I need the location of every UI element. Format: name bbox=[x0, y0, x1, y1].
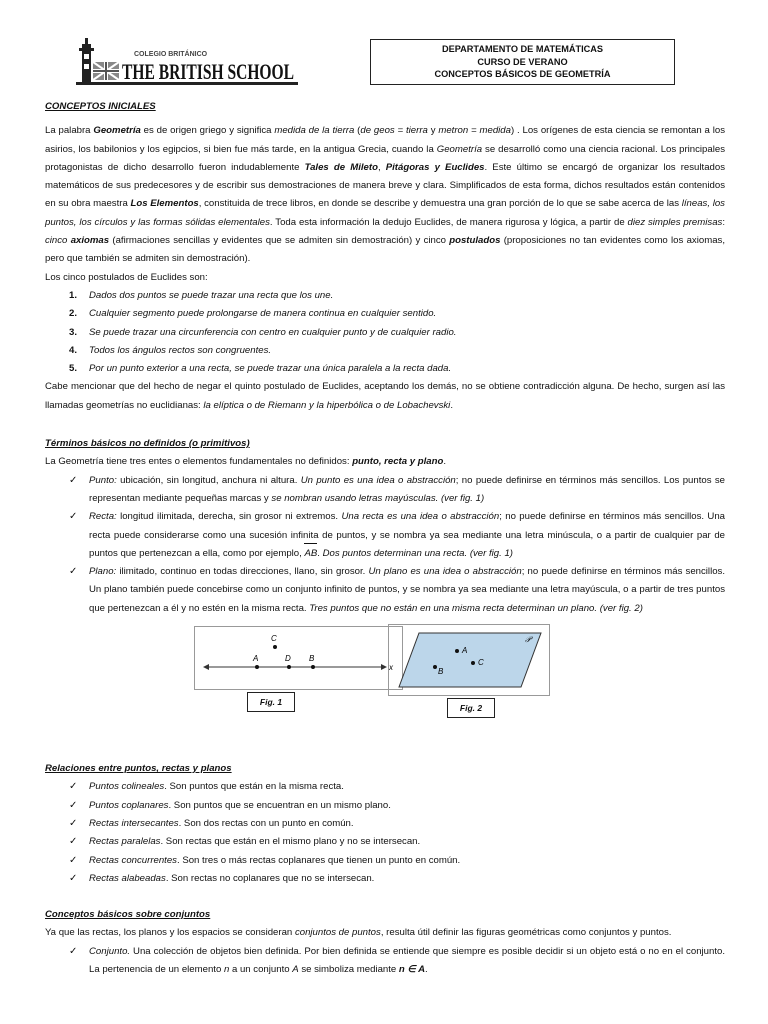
text-run: medida de la tierra bbox=[274, 125, 355, 137]
point-label-b: B bbox=[309, 654, 315, 664]
text-run: Tres puntos que no están en una misma recta determinan un plano. (ver fig. 2) bbox=[309, 602, 643, 614]
text-run: , constituida de trece libros, en donde se describe y demuestra una gran porción de lo que se sabe acerca de las bbox=[198, 198, 682, 210]
text-run: Un plano es una idea o abstracción bbox=[368, 566, 522, 578]
figure-1-line-diagram bbox=[194, 626, 403, 690]
school-logo bbox=[76, 38, 298, 86]
flag-icon bbox=[93, 62, 119, 80]
text-run: metron = medida bbox=[438, 125, 511, 137]
tower-icon bbox=[79, 38, 94, 82]
text-run: se desarrolló como una ciencia racional. Los principales protagonistas de dicho desarrollo fueron indudablemente bbox=[45, 143, 725, 173]
intro-paragraph bbox=[45, 122, 725, 268]
text-run: Recta: bbox=[89, 511, 117, 523]
postulado-item: 5. Por un punto exterior a una recta, se puede trazar una única paralela a la recta dada. bbox=[69, 363, 452, 375]
text-run: Los Elementos bbox=[130, 198, 199, 210]
text-run: Geometría bbox=[93, 125, 141, 137]
list-item: ✓ Puntos colineales. Son puntos que están en la misma recta. bbox=[45, 778, 725, 796]
check-icon: ✓ bbox=[69, 566, 78, 578]
point-label-a: A bbox=[253, 654, 259, 664]
text-run: (afirmaciones sencillas y evidentes que se admiten sin demostración) y cinco bbox=[109, 235, 450, 247]
postulado-item: 3. Se puede trazar una circunferencia con centro en cualquier punto y de cualquier radio. bbox=[69, 326, 457, 338]
text-run: longitud ilimitada, derecha, sin grosor ni extremos. bbox=[116, 511, 342, 523]
point-label-c: C bbox=[271, 634, 277, 644]
check-icon: ✓ bbox=[69, 945, 78, 957]
relaciones-list bbox=[45, 778, 725, 888]
text-run: Geometría bbox=[436, 143, 483, 155]
text-run: diez simples premisas bbox=[627, 216, 723, 228]
text-run: Plano: bbox=[89, 566, 117, 578]
text-run: ) . Los orígenes de esta ciencia se remontan a los asirios, los babilonios y los egipcios, si bien fue más tarde, en la antigua Grecia, cuando la bbox=[45, 125, 725, 155]
list-item bbox=[45, 508, 725, 563]
text-run: Dos puntos determinan una recta. (ver fig. 1) bbox=[322, 547, 513, 559]
postulados-intro: Los cinco postulados de Euclides son: bbox=[45, 271, 208, 283]
section-heading-relaciones: Relaciones entre puntos, rectas y planos bbox=[45, 763, 232, 775]
section-heading-conceptos-iniciales: CONCEPTOS INICIALES bbox=[45, 101, 156, 112]
text-run: n bbox=[223, 963, 230, 975]
text-run: se simboliza mediante bbox=[298, 963, 399, 975]
text-run: Conjunto. bbox=[89, 945, 131, 957]
point-label-b: B bbox=[438, 667, 444, 677]
department-line: DEPARTAMENTO DE MATEMÁTICAS bbox=[441, 44, 604, 55]
check-icon: ✓ bbox=[69, 817, 78, 829]
text-run: de geos = tierra bbox=[360, 125, 428, 137]
check-icon: ✓ bbox=[69, 474, 78, 486]
text-run: cinco bbox=[45, 235, 71, 247]
text-run: Una colección de objetos bien definida. Por bien definida se entiende que siempre es posible decidir si un objeto está o no en el conjunto. La pertenencia de un elemento bbox=[89, 945, 725, 975]
section-heading-conjuntos: Conceptos básicos sobre conjuntos bbox=[45, 909, 211, 921]
text-run: líneas, los puntos, los círculos y las formas sólidas elementales bbox=[45, 198, 725, 228]
text-run: a un conjunto bbox=[229, 963, 293, 975]
check-icon: ✓ bbox=[69, 781, 78, 793]
text-run: . bbox=[317, 547, 323, 559]
vector-notation: AB bbox=[304, 545, 317, 563]
text-run: n ∈ A bbox=[398, 963, 426, 975]
text-run: Una recta es una idea o abstracción bbox=[341, 511, 500, 523]
postulados-list bbox=[45, 287, 725, 378]
text-run: Ya que las rectas, los planos y los espacios se consideran bbox=[45, 927, 295, 939]
point-label-d: D bbox=[285, 654, 291, 664]
text-run: , resulta útil definir las figuras geométricas como conjuntos y puntos. bbox=[380, 927, 672, 939]
text-run: y bbox=[427, 125, 439, 137]
text-run: Tales de Mileto bbox=[304, 161, 378, 173]
list-item bbox=[45, 563, 725, 618]
document-body bbox=[45, 98, 725, 979]
course-line: CURSO DE VERANO bbox=[477, 56, 568, 67]
list-item: ✓ Puntos coplanares. Son puntos que se encuentran en un mismo plano. bbox=[45, 797, 725, 815]
list-item: ✓ Rectas alabeadas. Son rectas no coplanares que no se intersecan. bbox=[45, 870, 725, 888]
text-run: punto, recta y plano bbox=[352, 456, 444, 468]
text-run: postulados bbox=[449, 235, 501, 247]
text-run: La palabra bbox=[45, 125, 94, 137]
check-icon: ✓ bbox=[69, 799, 78, 811]
text-run: : bbox=[722, 216, 725, 228]
check-icon: ✓ bbox=[69, 872, 78, 884]
text-run: . bbox=[425, 963, 428, 975]
text-run: . Este último se encargó de organizar los resultados matemáticos de sus predecesores y de escribir sus demostraciones de manera breve y clara. Simplificados de esta forma, dichos resultados están contenidos en su obra maestra bbox=[45, 161, 725, 210]
text-run: axiomas bbox=[70, 235, 110, 247]
list-item bbox=[45, 943, 725, 980]
department-header-box bbox=[370, 39, 675, 85]
logo-main-text: THE BRITISH SCHOOL bbox=[122, 59, 294, 84]
text-run: ; no puede definirse en términos más sencillos. Un plano también puede concebirse como un conjunto infinito de puntos, y se nombra ya sea mediante una letra mayúscula, o a partir de tres puntos que pertenezcan a él y no estén en la misma recta. bbox=[89, 566, 725, 614]
terminos-list bbox=[45, 472, 725, 618]
postulado-item: 2. Cualquier segmento puede prolongarse de manera continua en cualquier sentido. bbox=[69, 308, 437, 320]
text-run: . Toda esta información la dedujo Euclides, de manera rigurosa y lógica, a partir de bbox=[269, 216, 628, 228]
text-run: . bbox=[443, 456, 447, 468]
text-run: ; no puede definirse en términos más sencillos. Una recta puede considerarse como una sucesión infinita de puntos, y se nombra ya sea mediante una letra minúscula, o a partir de cualquier par de puntos que pertenezcan a ella, como por ejemplo, bbox=[89, 511, 726, 559]
text-run: Punto: bbox=[89, 474, 117, 486]
check-icon: ✓ bbox=[69, 836, 78, 848]
check-icon: ✓ bbox=[69, 511, 78, 523]
postulado-item: 4. Todos los ángulos rectos son congruentes. bbox=[69, 344, 272, 356]
point-label-c: C bbox=[478, 658, 484, 668]
section-heading-terminos-basicos: Términos básicos no definidos (o primitivos) bbox=[45, 438, 250, 450]
text-run: Un punto es una idea o abstracción bbox=[300, 474, 456, 486]
check-icon: ✓ bbox=[69, 854, 78, 866]
text-run: . bbox=[450, 399, 453, 411]
text-run: se nombran usando letras mayúsculas. (ver fig. 1) bbox=[271, 492, 485, 504]
text-run: ilimitado, continuo en todas direcciones, llano, sin grosor. bbox=[116, 566, 369, 578]
text-run: conjuntos de puntos bbox=[294, 927, 381, 939]
figures-area bbox=[45, 618, 725, 736]
logo-small-text: COLEGIO BRITÁNICO bbox=[134, 51, 208, 58]
postulado-item: 1. Dados dos puntos se puede trazar una recta que los une. bbox=[69, 289, 334, 301]
text-run: ; no puede definirse en términos más sencillos. Los puntos se representan mediante pequeñas marcas y bbox=[89, 474, 725, 504]
text-run: ( bbox=[354, 125, 361, 137]
text-run: Cabe mencionar que del hecho de negar el quinto postulado de Euclides, aceptando los demás, no se obtiene contradicción alguna. De hecho, surgen así las llamadas geometrías no euclidianas: bbox=[45, 381, 725, 411]
plane-label: 𝒫 bbox=[525, 635, 531, 645]
list-item: ✓ Rectas paralelas. Son rectas que están en el mismo plano y no se intersecan. bbox=[45, 833, 725, 851]
figure-2-caption: Fig. 2 bbox=[447, 698, 495, 718]
text-run: A bbox=[292, 963, 299, 975]
list-item bbox=[45, 472, 725, 509]
topic-line: CONCEPTOS BÁSICOS DE GEOMETRÍA bbox=[434, 69, 611, 80]
text-run: , bbox=[377, 161, 386, 173]
axis-label-x: x bbox=[389, 663, 393, 673]
text-run: (proposiciones no tan evidentes como los axiomas, pero que también se admiten sin demostración). bbox=[45, 235, 725, 265]
point-label-a: A bbox=[462, 646, 468, 656]
text-run: ubicación, sin longitud, anchura ni altura. bbox=[116, 474, 301, 486]
list-item: ✓ Rectas concurrentes. Son tres o más rectas coplanares que tienen un punto en común. bbox=[45, 852, 725, 870]
conjuntos-list bbox=[45, 943, 725, 980]
text-run: la elíptica o de Riemann y la hiperbólica o de Lobachevski bbox=[203, 399, 451, 411]
terminos-intro bbox=[45, 453, 725, 471]
text-run: Pitágoras y Euclides bbox=[385, 161, 485, 173]
text-run: La Geometría tiene tres entes o elementos fundamentales no definidos: bbox=[45, 456, 353, 468]
figure-2-plane-diagram bbox=[388, 624, 550, 696]
list-item: ✓ Rectas intersecantes. Son dos rectas con un punto en común. bbox=[45, 815, 725, 833]
conjuntos-intro bbox=[45, 924, 725, 942]
figure-1-caption: Fig. 1 bbox=[247, 692, 295, 712]
text-run: es de origen griego y significa bbox=[140, 125, 275, 137]
non-euclidean-paragraph bbox=[45, 378, 725, 415]
